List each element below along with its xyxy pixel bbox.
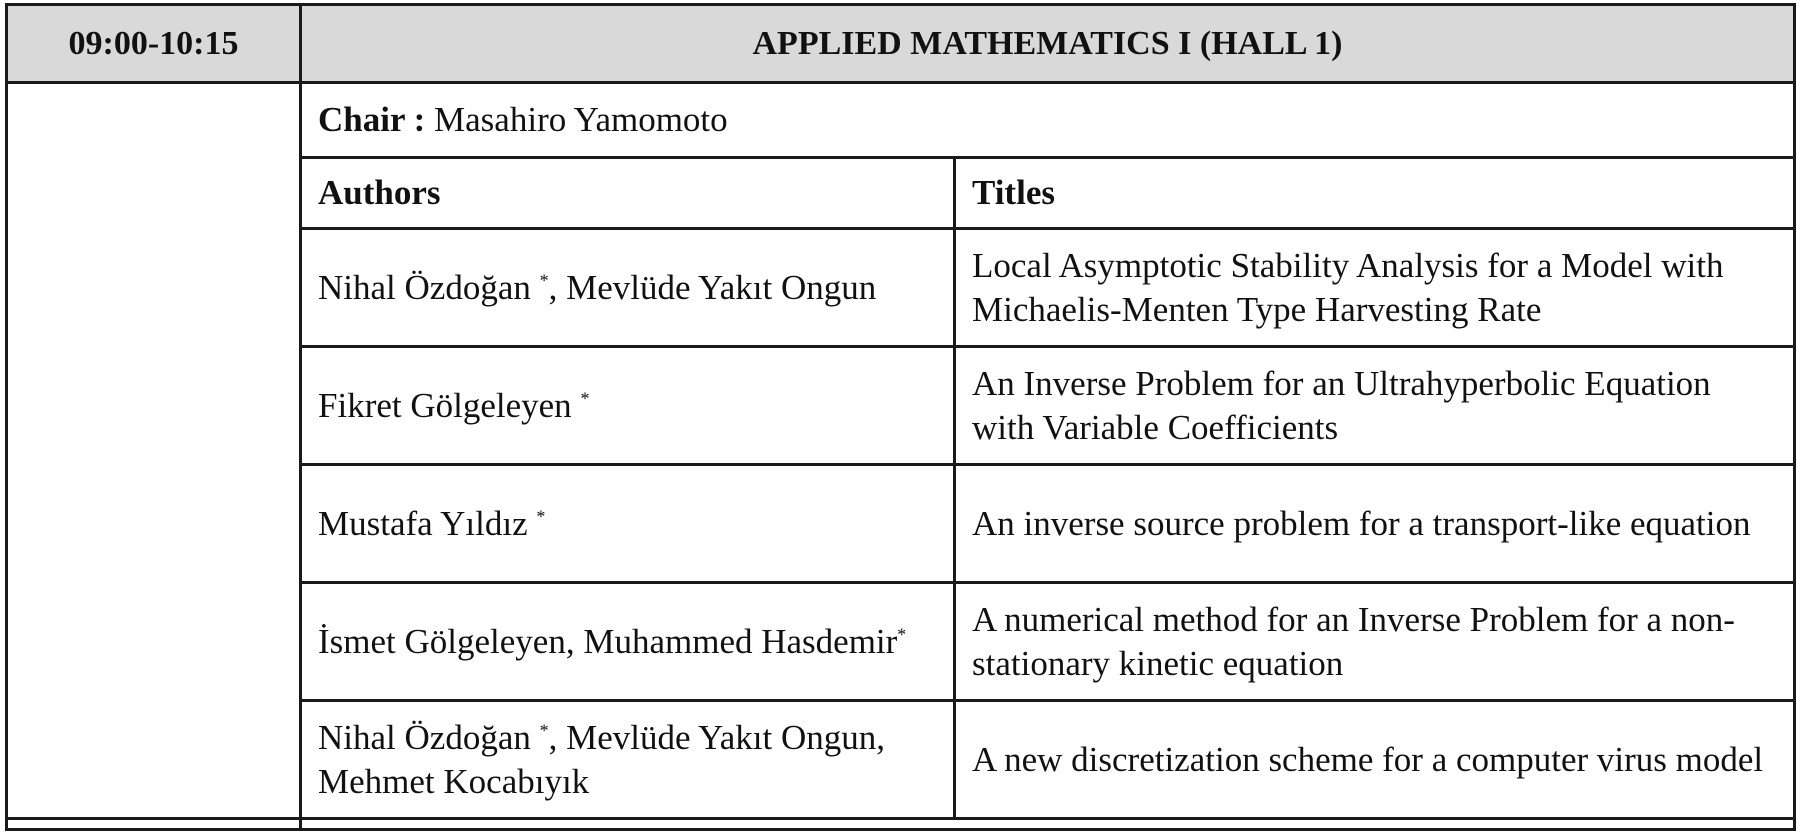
chair-name: Masahiro Yamomoto [434,100,728,139]
session-time: 09:00-10:15 [7,5,301,83]
paper-title: An inverse source problem for a transport-like equation [955,465,1795,583]
presenter-star: * [539,719,549,740]
next-session-title-edge [301,819,1795,830]
paper-authors: Fikret Gölgeleyen * [301,347,955,465]
presenter-star: * [539,269,549,290]
paper-authors: İsmet Gölgeleyen, Muhammed Hasdemir* [301,583,955,701]
paper-title: An Inverse Problem for an Ultrahyperbolic Equation with Variable Coefficients [955,347,1795,465]
paper-title: Local Asymptotic Stability Analysis for a Model with Michaelis-Menten Type Harvesting Rate [955,229,1795,347]
paper-title: A numerical method for an Inverse Problem for a non-stationary kinetic equation [955,583,1795,701]
chair-cell [301,83,1795,158]
paper-authors: Mustafa Yıldız * [301,465,955,583]
chair-label: Chair : [318,100,426,139]
session-title: APPLIED MATHEMATICS I (HALL 1) [301,5,1795,83]
presenter-star: * [536,505,546,526]
presenter-star: * [897,623,907,644]
chair-row [7,83,1795,158]
presenter-star: * [580,387,590,408]
next-session-row-edge [7,819,1795,830]
session-header-row [7,5,1795,83]
session-schedule-table [5,3,1796,831]
titles-column-header: Titles [955,158,1795,229]
authors-column-header: Authors [301,158,955,229]
next-session-time-edge [7,819,301,830]
time-column-blank [7,83,301,819]
paper-authors: Nihal Özdoğan *, Mevlüde Yakıt Ongun, Mehmet Kocabıyık [301,701,955,819]
paper-authors: Nihal Özdoğan *, Mevlüde Yakıt Ongun [301,229,955,347]
paper-title: A new discretization scheme for a computer virus model [955,701,1795,819]
